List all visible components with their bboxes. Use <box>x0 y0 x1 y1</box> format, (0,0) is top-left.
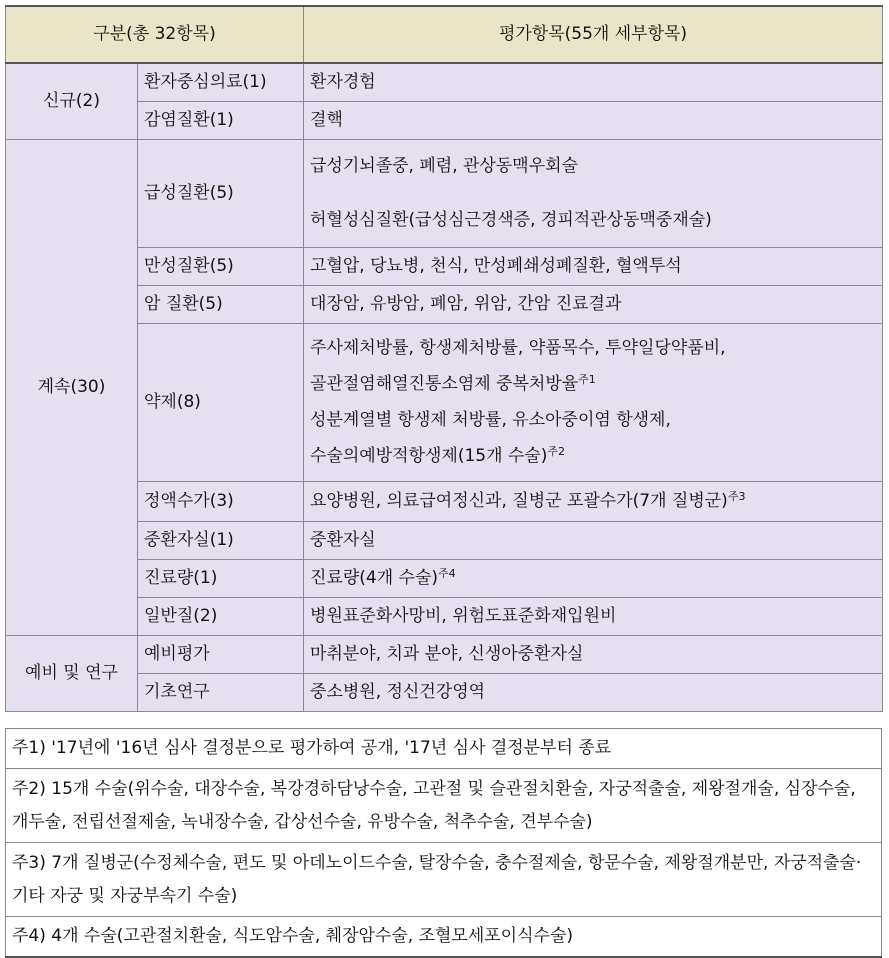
footnotes-table <box>5 728 882 958</box>
table-row <box>6 521 883 559</box>
item-cell <box>304 323 883 481</box>
sub-category: 일반질(2) <box>138 597 304 635</box>
item-cell <box>304 139 883 247</box>
group-continue-label: 계속(30) <box>6 139 138 635</box>
item-line: 허혈성심질환(급성심근경색증, 경피적관상동맥중재술) <box>310 210 712 230</box>
item-cell: 결핵 <box>304 101 883 139</box>
item-cell: 진료량(4개 수술)$^{주4}$ <box>304 559 883 597</box>
item-line: 성분계열별 항생제 처방률, 유소아중이염 항생제, <box>310 410 671 430</box>
table-row <box>6 635 883 673</box>
item-cell: 중소병원, 정신건강영역 <box>304 673 883 711</box>
sub-category: 정액수가(3) <box>138 481 304 521</box>
footnote-ref: 주2 <box>547 445 566 458</box>
item-line: 주사제처방률, 항생제처방률, 약품목수, 투약일당약품비, <box>310 338 726 358</box>
table-row <box>6 597 883 635</box>
item-cell: 마취분야, 치과 분야, 신생아중환자실 <box>304 635 883 673</box>
item-line: 골관절염해열진통소염제 중복처방율$^{주1}$ <box>310 373 596 394</box>
item-cell: 중환자실 <box>304 521 883 559</box>
item-cell: 고혈압, 당뇨병, 천식, 만성폐쇄성폐질환, 혈액투석 <box>304 247 883 285</box>
table-row <box>6 481 883 521</box>
item-line: 수술의예방적항생제(15개 수술)$^{주2}$ <box>310 445 566 466</box>
item-cell: 요양병원, 의료급여정신과, 질병군 포괄수가(7개 질병군)$^{주3}$ <box>304 481 883 521</box>
table-row <box>6 285 883 323</box>
group-new-label: 신규(2) <box>6 63 138 139</box>
sub-category: 만성질환(5) <box>138 247 304 285</box>
footnote-row <box>6 729 882 769</box>
footnote-2: 주2) 15개 수술(위수술, 대장수술, 복강경하담낭수술, 고관절 및 슬관절치환술, 자궁적출술, 제왕절개술, 심장수술, 개두술, 전립선절제술, 녹내장수술, 갑상선수술, 유방수술, 척추수술, 견부수술) <box>6 769 882 843</box>
footnote-ref: 주4 <box>438 566 456 580</box>
item-line: 급성기뇌졸중, 폐렴, 관상동맥우회술 <box>310 156 578 176</box>
sub-category: 진료량(1) <box>138 559 304 597</box>
table-row <box>6 63 883 101</box>
sub-category: 암 질환(5) <box>138 285 304 323</box>
sub-category: 약제(8) <box>138 323 304 481</box>
table-row <box>6 139 883 247</box>
group-pilot-label: 예비 및 연구 <box>6 635 138 711</box>
sub-category: 중환자실(1) <box>138 521 304 559</box>
sub-category: 급성질환(5) <box>138 139 304 247</box>
sub-category: 환자중심의료(1) <box>138 63 304 101</box>
table-row <box>6 559 883 597</box>
item-cell: 환자경험 <box>304 63 883 101</box>
table-row <box>6 247 883 285</box>
footnote-row <box>6 769 882 843</box>
header-items: 평가항목(55개 세부항목) <box>304 6 883 63</box>
sub-category: 예비평가 <box>138 635 304 673</box>
table-row <box>6 673 883 711</box>
item-cell: 대장암, 유방암, 폐암, 위암, 간암 진료결과 <box>304 285 883 323</box>
footnote-ref: 주1 <box>578 373 596 386</box>
header-category: 구분(총 32항목) <box>6 6 304 63</box>
footnote-row <box>6 917 882 957</box>
footnote-ref: 주3 <box>727 489 746 503</box>
evaluation-table <box>5 5 883 712</box>
sub-category: 감염질환(1) <box>138 101 304 139</box>
table-row <box>6 101 883 139</box>
item-cell: 병원표준화사망비, 위험도표준화재입원비 <box>304 597 883 635</box>
footnote-3: 주3) 7개 질병군(수정체수술, 편도 및 아데노이드수술, 탈장수술, 충수절제술, 항문수술, 제왕절개분만, 자궁적출술·기타 자궁 및 자궁부속기 수술) <box>6 843 882 917</box>
header-row <box>6 6 883 63</box>
footnote-row <box>6 843 882 917</box>
sub-category: 기초연구 <box>138 673 304 711</box>
footnote-1: 주1) '17년에 '16년 심사 결정분으로 평가하여 공개, '17년 심사 결정분부터 종료 <box>6 729 882 769</box>
footnote-4: 주4) 4개 수술(고관절치환술, 식도암수술, 췌장암수술, 조혈모세포이식수술) <box>6 917 882 957</box>
table-row <box>6 323 883 481</box>
